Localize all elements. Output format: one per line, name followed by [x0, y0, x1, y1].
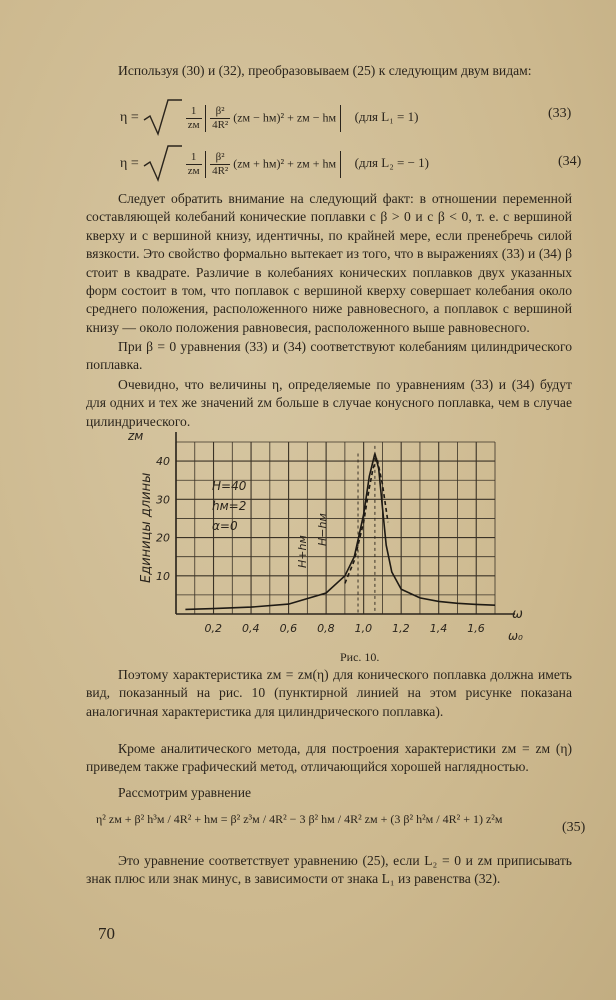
eq34-condition: (для L₂ = − 1) [354, 155, 430, 171]
eq33-condition: (для L₁ = 1) [354, 109, 419, 125]
eq34-bracket: $\frac{\text{β²}}{\text{4R²}}$ (zм + hм)² + zм + hм [205, 151, 341, 178]
eq33-bracket: $\frac{\text{β²}}{\text{4R²}}$ (zм − hм)² + zм − hм [205, 105, 341, 132]
eq34-left: η = [120, 156, 143, 172]
paragraph-consider: Рассмотрим уравнение [118, 785, 251, 800]
paragraph-fact: Следует обратить внимание на следующий факт: в отношении переменной составляющей колебаний конические поплавки с β > 0 и с β < 0, т. е. с вершиной кверху и с вершиной книзу, идентичны, по крайней мере, если пренебречь силой вязкости. Это свойство формально вытекает из того, что в выражениях (33) и (34) β стоит в квадрате. Различие в колебаниях конических поплавков двух указанных форм состоит в том, что поплавок с вершиной кверху совершает колебания около среднего положения, расположенного ниже равновесного, а поплавок с вершиной книзу — около положения равновесия, расположенного выше равновесного. [86, 191, 572, 335]
sqrt-sign-34 [142, 144, 182, 184]
sqrt-sign-33 [142, 98, 182, 138]
annotation-H: H=40 [212, 479, 247, 493]
y-tick-label: 20 [156, 531, 170, 545]
paragraph-obviously: Очевидно, что величины η, определяемые по уравнениям (33) и (34) будут для одних и тех же значений zм больше в случае конусного поплавка, чем в случае цилиндрического. [86, 377, 572, 429]
x-tick-label: 0,2 [204, 622, 223, 635]
paragraph-therefore: Поэтому характеристика zм = zм(η) для конического поплавка должна иметь вид, показанный на рис. 10 (пунктирной линией на этом рисунке показана аналогичная характеристика для цилиндрического поплавка). [86, 667, 572, 719]
x-tick-label: 0,6 [279, 622, 298, 635]
eq33-left: η = [120, 110, 143, 126]
y-axis-label: Единицы длины [139, 472, 154, 583]
x-tick-label: 0,4 [242, 622, 260, 635]
figure-caption: Рис. 10. [340, 650, 380, 664]
eq34-number: (34) [558, 154, 582, 169]
x-tick-label: 1,2 [392, 622, 410, 635]
y-tick-label: 10 [156, 569, 170, 583]
series-cylindrical-dashed-line [345, 457, 388, 583]
eq35-number: (35) [562, 820, 586, 835]
x-axis-label-top: ω [512, 607, 523, 622]
equation-35: η² zм + β² h³м / 4R² + hм = β² z³м / 4R² − 3 β² hм / 4R² zм + (3 β² h²м / 4R² + 1) z²м [96, 812, 503, 826]
paragraph-corresponds: Это уравнение соответствует уравнению (25), если L₂ = 0 и zм приписывать знак плюс или знак минус, в зависимости от знака L₁ из равенства (32). [86, 853, 572, 887]
eq33-number: (33) [548, 106, 572, 121]
eq33-frac: $\frac{1}{zм}$ [187, 104, 200, 131]
figure-10-chart [120, 418, 550, 650]
x-tick-label: 1,0 [354, 622, 373, 635]
y-tick-label: 30 [156, 493, 170, 507]
annotation-H-minus-h: H−hм [316, 513, 329, 546]
page-number: 70 [98, 924, 115, 943]
annotation-H-plus-h: H+hм [296, 535, 309, 568]
x-tick-label: 0,8 [317, 622, 335, 635]
y-tick-label: 40 [156, 455, 170, 469]
x-axis-label-bottom: ω₀ [508, 629, 523, 643]
eq34-frac: $\frac{1}{zм}$ [187, 150, 200, 177]
x-tick-label: 1,6 [467, 622, 485, 635]
equation-33 [120, 98, 600, 138]
paragraph-besides: Кроме аналитического метода, для построения характеристики zм = zм (η) приведем также графический метод, отличающийся хорошей наглядностью. [86, 741, 572, 775]
equation-34 [120, 144, 600, 184]
annotation-h: hм=2 [212, 499, 247, 513]
x-tick-label: 1,4 [429, 622, 448, 635]
paragraph-beta-zero: При β = 0 уравнения (33) и (34) соответствуют колебаниям цилиндрического поплавка. [86, 339, 572, 373]
paragraph-intro: Используя (30) и (32), преобразовываем (25) к следующим двум видам: [118, 63, 532, 78]
y-axis-title: zм [128, 429, 144, 443]
annotation-alpha: α=0 [212, 519, 238, 533]
